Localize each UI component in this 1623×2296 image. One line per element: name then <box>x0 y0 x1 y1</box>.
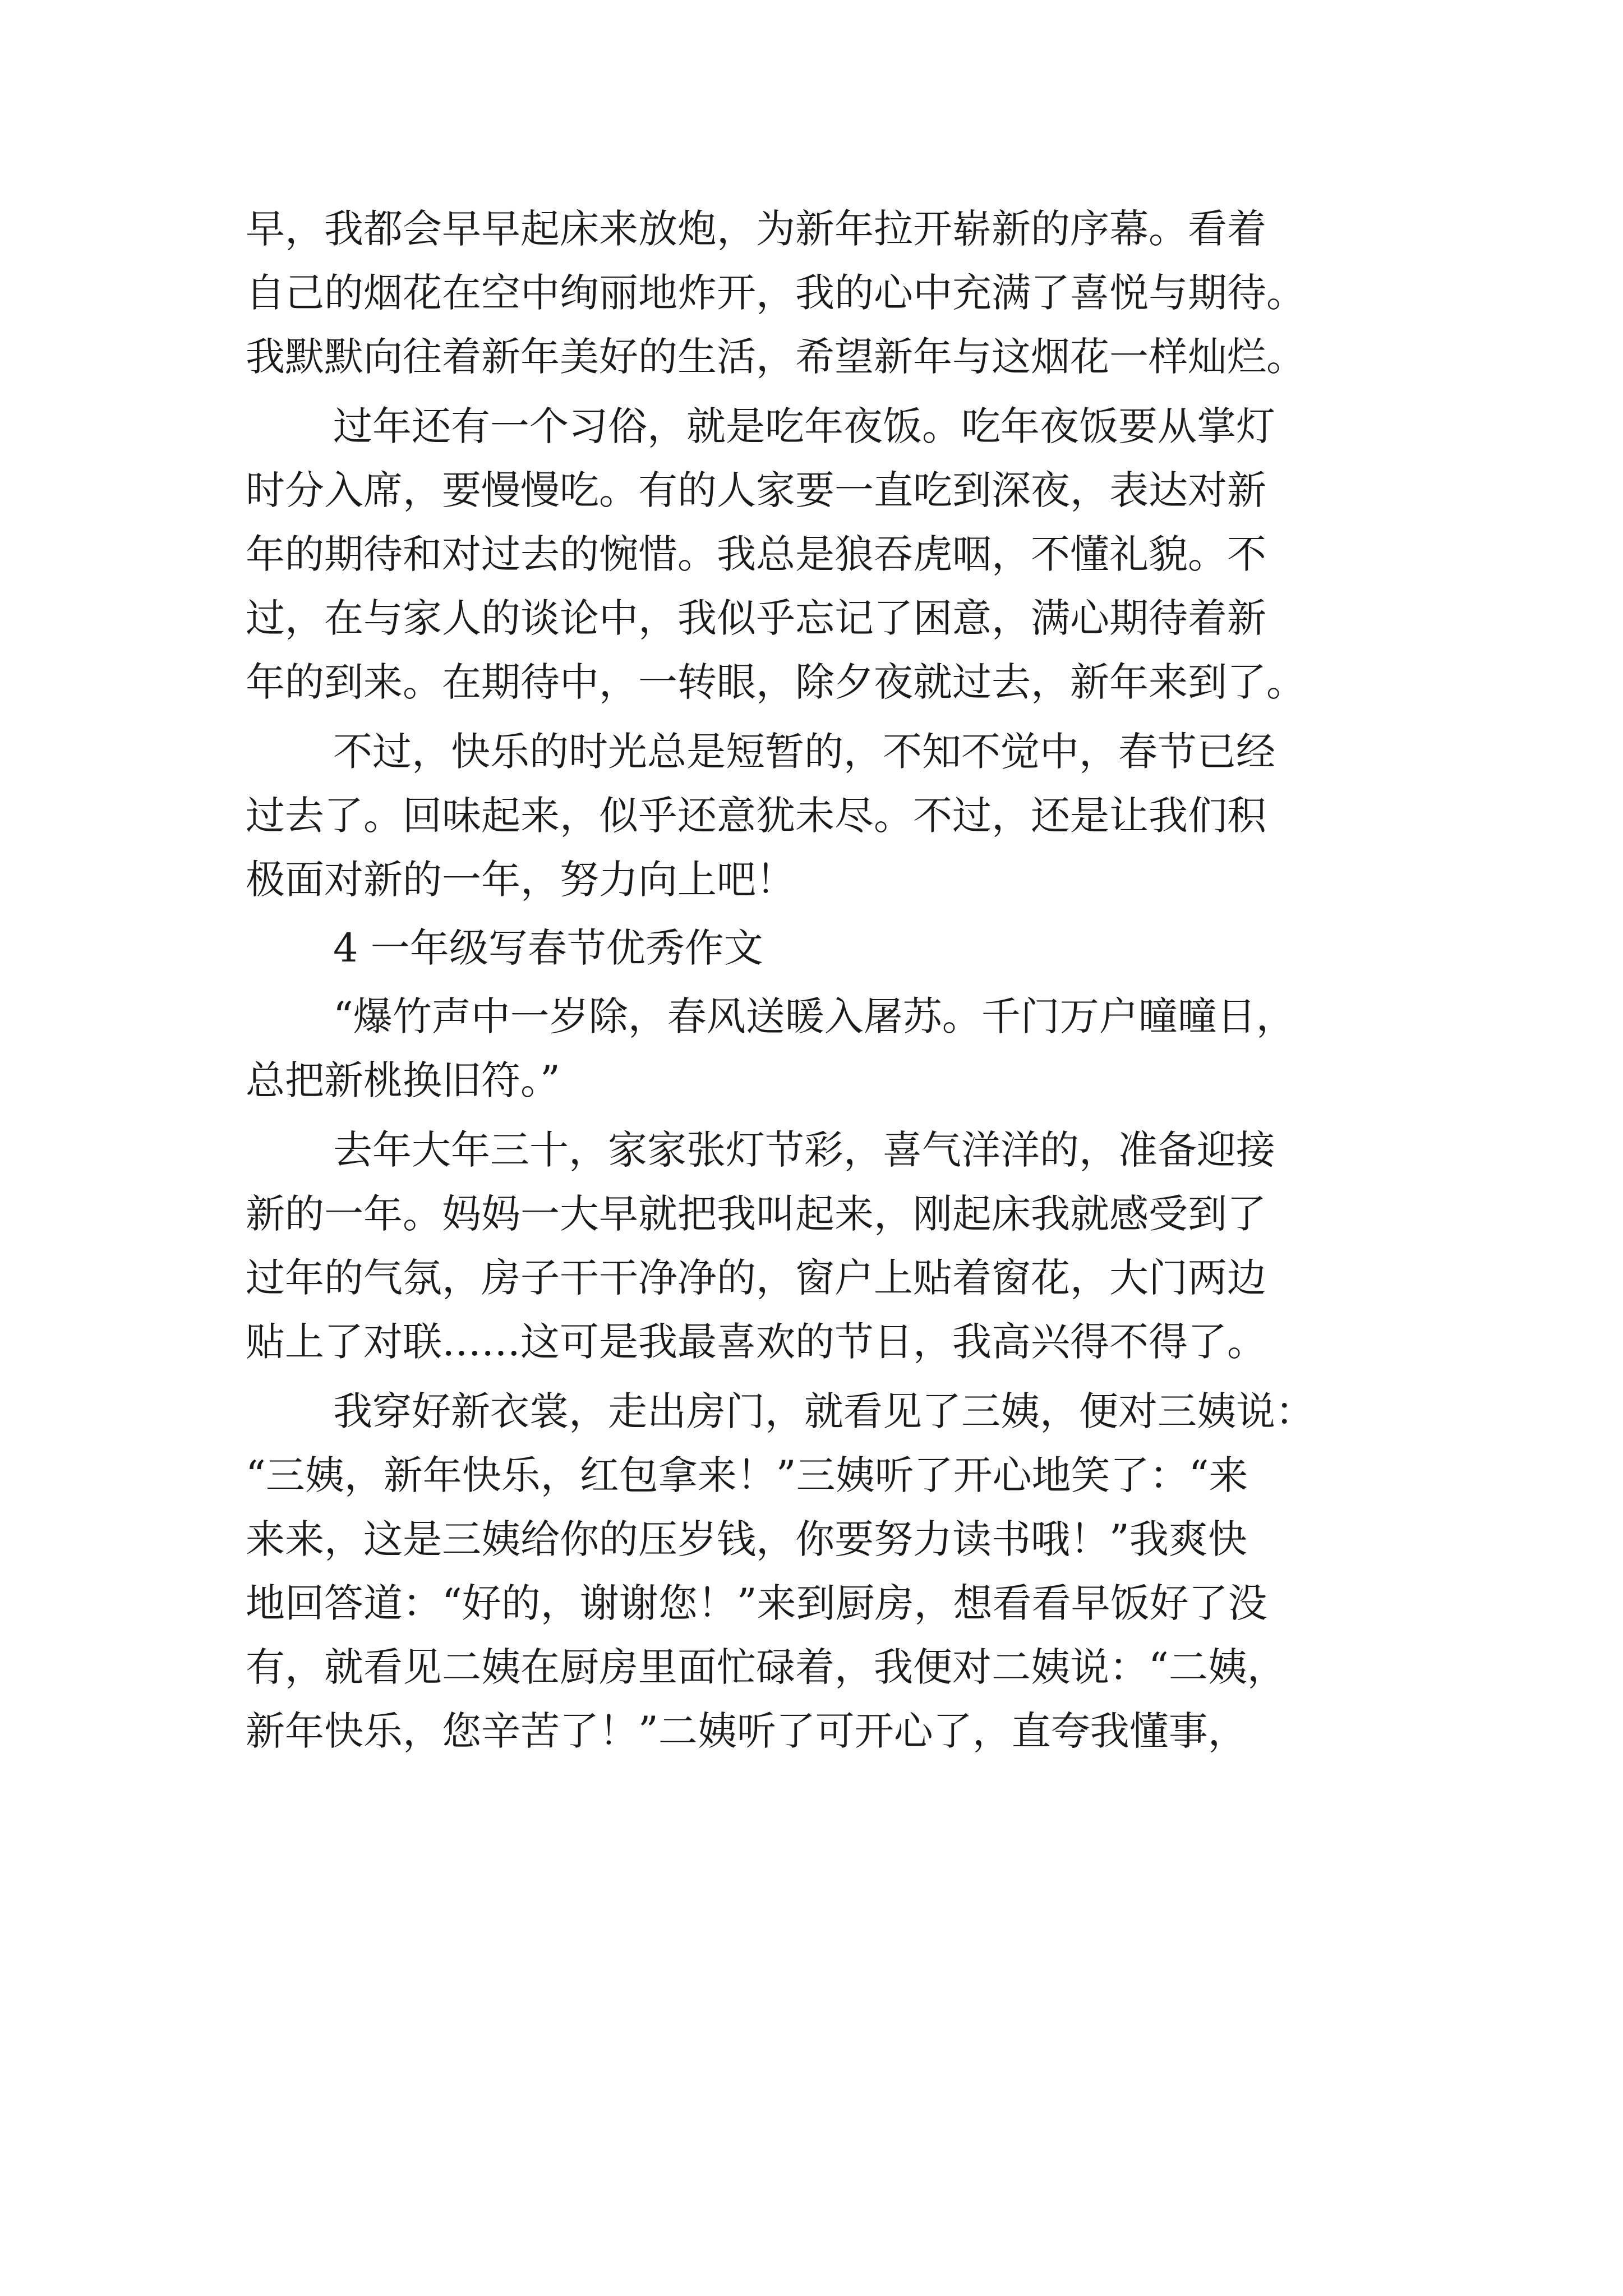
text-line: 过去了。回味起来，似乎还意犹未尽。不过，还是让我们积 <box>246 793 1266 839</box>
text-line: 过，在与家人的谈论中，我似乎忘记了困意，满心期待着新 <box>246 595 1266 641</box>
text-line: 极面对新的一年，努力向上吧！ <box>246 857 795 903</box>
text-line: 有，就看见二姨在厨房里面忙碌着，我便对二姨说：“二姨， <box>246 1644 1287 1690</box>
paragraph-first-line: 不过，快乐的时光总是短暂的，不知不觉中，春节已经 <box>333 729 1275 775</box>
text-line: 地回答道：“好的，谢谢您！”来到厨房，想看看早饭好了没 <box>246 1580 1267 1626</box>
text-line: 总把新桃换旧符。” <box>246 1057 560 1103</box>
text-line: 早，我都会早早起床来放炮，为新年拉开崭新的序幕。看着 <box>246 206 1266 252</box>
text-line: 时分入席，要慢慢吃。有的人家要一直吃到深夜，表达对新 <box>246 467 1266 513</box>
text-line: 年的到来。在期待中，一转眼，除夕夜就过去，新年来到了。 <box>246 659 1306 705</box>
text-line: 自己的烟花在空中绚丽地炸开，我的心中充满了喜悦与期待。 <box>246 270 1306 316</box>
paragraph-first-line: 我穿好新衣裳，走出房门，就看见了三姨，便对三姨说： <box>333 1388 1315 1434</box>
text-line: 新年快乐，您辛苦了！”二姨听了可开心了，直夸我懂事， <box>246 1708 1247 1754</box>
section-heading: 4 一年级写春节优秀作文 <box>333 925 763 971</box>
paragraph-first-line: 去年大年三十，家家张灯节彩，喜气洋洋的，准备迎接 <box>333 1127 1275 1173</box>
text-line: 年的期待和对过去的惋惜。我总是狼吞虎咽，不懂礼貌。不 <box>246 531 1266 577</box>
text-line: 我默默向往着新年美好的生活，希望新年与这烟花一样灿烂。 <box>246 334 1306 380</box>
paragraph-first-line: 过年还有一个习俗，就是吃年夜饭。吃年夜饭要从掌灯 <box>333 403 1275 449</box>
paragraph-first-line: “爆竹声中一岁除，春风送暖入屠苏。千门万户曈曈日， <box>333 993 1295 1039</box>
text-line: 来来，这是三姨给你的压岁钱，你要努力读书哦！”我爽快 <box>246 1516 1247 1562</box>
text-line: 贴上了对联……这可是我最喜欢的节日，我高兴得不得了。 <box>246 1319 1266 1365</box>
text-line: 新的一年。妈妈一大早就把我叫起来，刚起床我就感受到了 <box>246 1191 1266 1237</box>
text-line: 过年的气氛，房子干干净净的，窗户上贴着窗花，大门两边 <box>246 1255 1266 1301</box>
text-line: “三姨，新年快乐，红包拿来！”三姨听了开心地笑了：“来 <box>246 1452 1248 1498</box>
